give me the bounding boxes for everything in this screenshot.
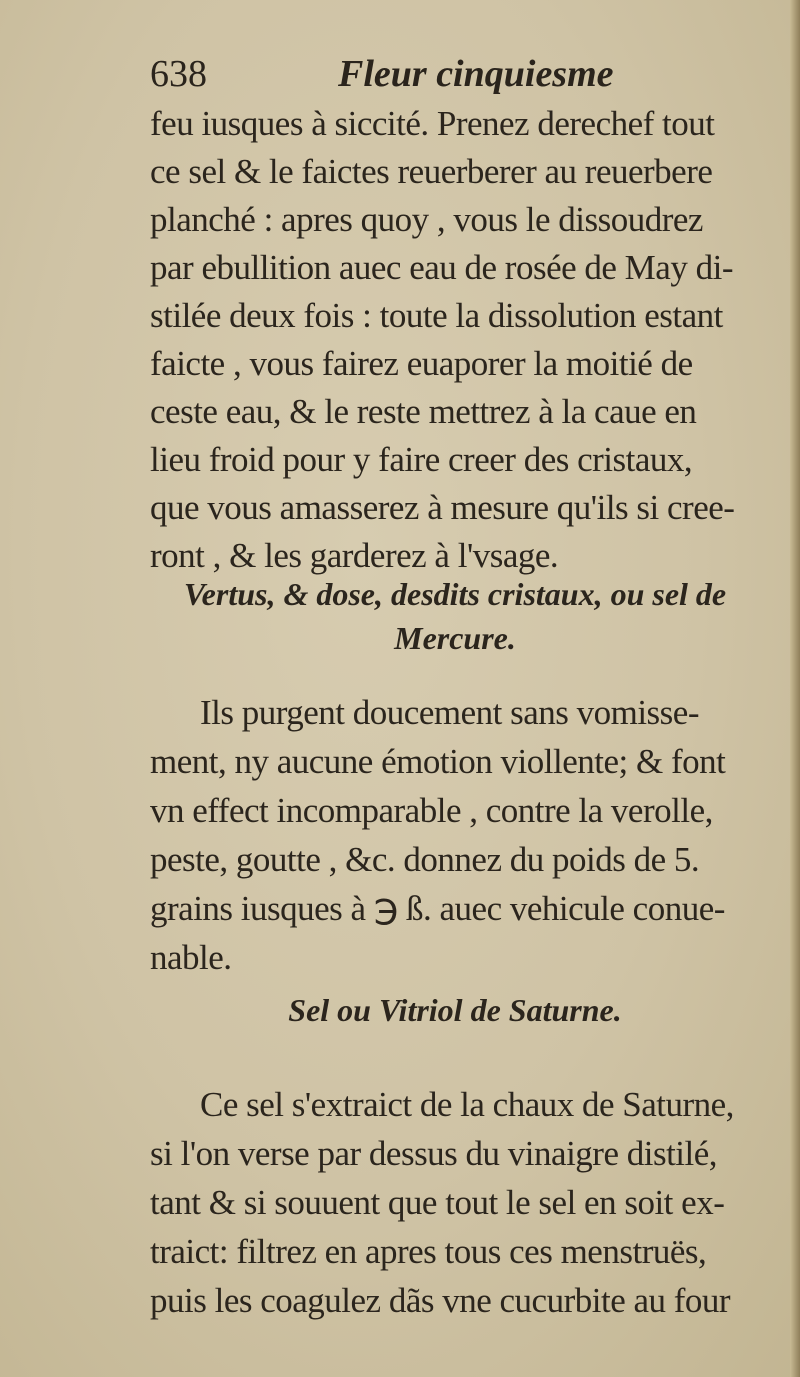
text-line: stilée deux fois : toute la dissolution estant bbox=[150, 296, 723, 335]
text-line: si l'on verse par dessus du vinaigre distilé, bbox=[150, 1134, 718, 1173]
text-line: peste, goutte , &c. donnez du poids de 5. bbox=[150, 840, 700, 879]
text-line: ront , & les garderez à l'vsage. bbox=[150, 536, 559, 575]
paragraph-1 bbox=[150, 100, 760, 580]
text-line: planché : apres quoy , vous le dissoudrez bbox=[150, 200, 703, 239]
heading-line: Vertus, & dose, desdits cristaux, ou sel de bbox=[183, 576, 727, 612]
text-line: nable. bbox=[150, 938, 232, 977]
text-line: puis les coagulez dãs vne cucurbite au four bbox=[150, 1281, 731, 1320]
text-line: traict: filtrez en apres tous ces menstruës, bbox=[150, 1232, 707, 1271]
text-line: que vous amasserez à mesure qu'ils si cree- bbox=[150, 488, 735, 527]
text-line: grains iusques à ℈ ß. auec vehicule conue- bbox=[150, 889, 725, 928]
text-line: tant & si souuent que tout le sel en soit ex- bbox=[150, 1183, 725, 1222]
text-line: ce sel & le faictes reuerberer au reuerbere bbox=[150, 152, 713, 191]
text-line: par ebullition auec eau de rosée de May di- bbox=[150, 248, 733, 287]
text-line: lieu froid pour y faire creer des cristaux, bbox=[150, 440, 693, 479]
text-line: vn effect incomparable , contre la verolle, bbox=[150, 791, 713, 830]
section-heading-saturne bbox=[150, 988, 760, 1032]
text-line: faicte , vous fairez euaporer la moitié de bbox=[150, 344, 693, 383]
text-line: feu iusques à siccité. Prenez derechef tout bbox=[150, 104, 715, 143]
heading-line: Sel ou Vitriol de Saturne. bbox=[288, 992, 622, 1028]
section-heading-mercure bbox=[150, 572, 760, 660]
paragraph-2 bbox=[150, 688, 760, 982]
paragraph-3 bbox=[150, 1080, 760, 1325]
text-line: Ils purgent doucement sans vomisse- bbox=[200, 693, 699, 732]
text-line: Ce sel s'extraict de la chaux de Saturne, bbox=[200, 1085, 734, 1124]
running-title: Fleur cinquiesme bbox=[338, 53, 614, 95]
page-edge-shadow bbox=[790, 0, 800, 1377]
text-line: ment, ny aucune émotion viollente; & font bbox=[150, 742, 726, 781]
heading-line: Mercure. bbox=[394, 620, 516, 656]
page-header bbox=[150, 52, 750, 102]
page-number: 638 bbox=[150, 53, 207, 95]
text-line: ceste eau, & le reste mettrez à la caue en bbox=[150, 392, 697, 431]
